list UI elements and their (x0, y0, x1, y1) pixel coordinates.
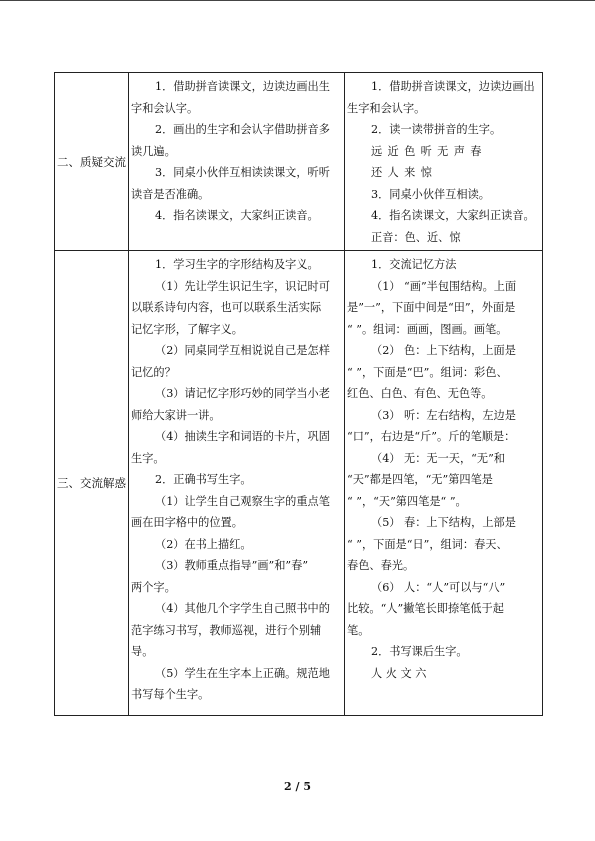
text-line: 4．指名读课文，大家纠正读音。 (155, 209, 319, 222)
text-line: “ ”。组词：画画，图画。画笔。 (347, 322, 508, 336)
text-line: 画在田字格中的位置。 (131, 516, 243, 529)
teacher-activities (129, 73, 345, 251)
table-row (55, 251, 543, 716)
text-line: 书写每个生字。 (131, 688, 210, 701)
stage-label: 三、交流解惑 (55, 251, 129, 716)
text-line: （1）先让学生识记生字，识记时可 (155, 279, 330, 293)
text-line: 读音是否准确。 (131, 187, 210, 201)
text-line: 是”一”，下面中间是“田”，外面是 (347, 301, 516, 314)
text-line: 远 近 色 听 无 声 春 (371, 144, 483, 158)
text-line: 记忆的？ (131, 365, 176, 379)
text-line: 笔。 (347, 623, 370, 637)
text-line: 春色、春光。 (347, 559, 415, 572)
text-line: （6） 人：“人”可以与“八” (371, 580, 506, 594)
text-line: 1．学习生字的字形结构及字义。 (155, 258, 319, 271)
text-line: 3．同桌小伙伴互相读。 (371, 187, 490, 201)
text-line: 2．正确书写生字。 (155, 473, 252, 486)
text-line: 3．同桌小伙伴互相读读课文，听听 (155, 166, 330, 179)
text-line: 人 火 文 六 (371, 666, 427, 680)
text-line: 1．交流记忆方法 (371, 258, 457, 271)
text-line: （1） “画”半包围结构。上面 (371, 279, 517, 293)
stage-label: 二、质疑交流 (55, 73, 129, 251)
text-line: 读几遍。 (131, 144, 176, 158)
text-line: 以联系诗句内容，也可以联系生活实际 (131, 301, 322, 314)
text-line: （4）其他几个字学生自己照书中的 (155, 602, 330, 615)
text-line: “ ”，下面是“巴”。组词：彩色、 (347, 365, 508, 379)
text-line: （2） 色：上下结构，上面是 (371, 344, 516, 357)
text-line: “天”都是四笔，“无”第四笔是 (347, 473, 493, 486)
page-number: 2 / 5 (284, 780, 311, 793)
text-line: 两个字。 (131, 580, 176, 594)
text-line: 4．指名读课文，大家纠正读音。 (371, 209, 535, 222)
text-line: （3） 听：左右结构，左边是 (371, 408, 516, 422)
text-line: 记忆字形，了解字义。 (131, 322, 243, 336)
text-line: （4）抽读生字和词语的卡片，巩固 (155, 430, 330, 443)
text-line: （2）同桌同学互相说说自己是怎样 (155, 344, 330, 357)
table-row (55, 73, 543, 251)
text-line: 红色、白色、有色、无色等。 (347, 387, 493, 400)
header-rule (0, 0, 595, 1)
text-line: 比较。“人”撇笔长即捺笔低于起 (347, 602, 504, 615)
text-line: （3）教师重点指导”画”和”春” (155, 559, 309, 572)
text-line: 师给大家讲一讲。 (131, 408, 221, 422)
student-activities (345, 251, 543, 716)
text-line: （4） 无：无一天，“无”和 (371, 451, 505, 465)
text-line: “ ”，“天”第四笔是“ ”。 (347, 494, 467, 508)
text-line: （1）让学生自己观察生字的重点笔 (155, 494, 330, 508)
text-line: 2．画出的生字和会认字借助拼音多 (155, 123, 330, 136)
text-line: 生字和会认字。 (347, 101, 426, 115)
text-line: 导。 (131, 645, 154, 658)
text-line: 范字练习书写，教师巡视，进行个别辅 (131, 623, 322, 637)
text-line: 2．读一读带拼音的生字。 (371, 123, 502, 136)
text-line: 正音：色、近、惊 (371, 230, 461, 244)
text-line: 2．书写课后生字。 (371, 645, 468, 658)
text-line: 1．借助拼音读课文，边读边画出生 (155, 80, 330, 93)
text-line: （5） 春：上下结构，上部是 (371, 516, 516, 529)
text-line: “口”，右边是“斤”。斤的笔顺是： (347, 430, 516, 443)
text-line: 还 人 来 惊 (371, 166, 433, 179)
text-line: （3）请记忆字形巧妙的同学当小老 (155, 387, 330, 400)
text-line: （5）学生在生字本上正确。规范地 (155, 666, 330, 680)
text-line: 1．借助拼音读课文，边读边画出 (371, 80, 535, 93)
text-line: 字和会认字。 (131, 101, 199, 115)
text-line: （2）在书上描红。 (155, 537, 252, 551)
teacher-activities (129, 251, 345, 716)
text-line: “ ”，下面是“日”，组词：春天、 (347, 537, 508, 551)
lesson-plan-table (54, 72, 543, 716)
student-activities (345, 73, 543, 251)
text-line: 生字。 (131, 451, 165, 465)
